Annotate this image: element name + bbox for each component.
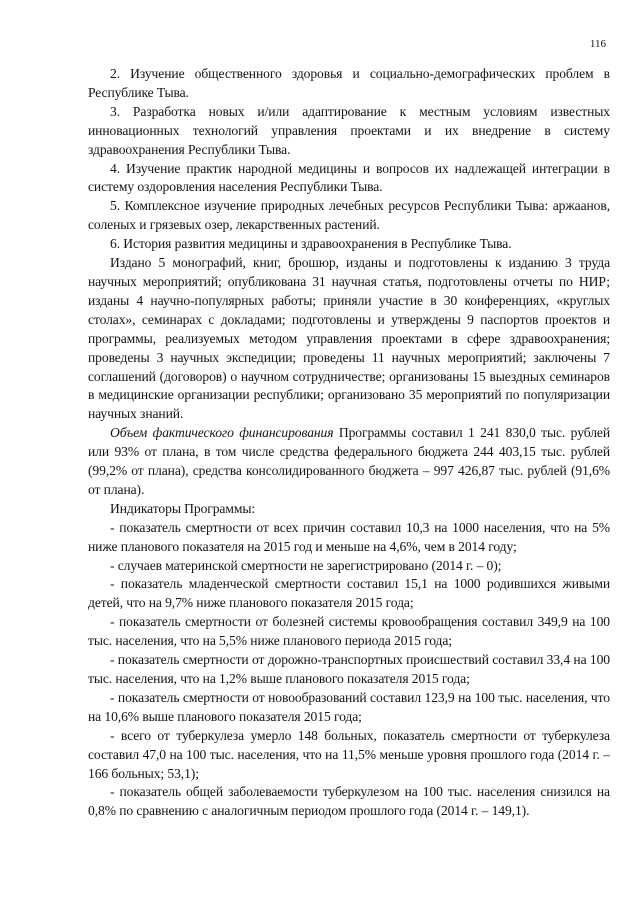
research-item-6: 6. История развития медицины и здравоохранения в Республике Тыва. — [110, 236, 512, 252]
indicators-heading: Индикаторы Программы: — [110, 500, 256, 516]
page-number: 116 — [589, 38, 606, 50]
research-item-3: 3. Разработка новых и/или адаптирование к местным условиям известных инновационных технологий управления проектами и их внедрение в систему здравоохранения Республики Тыва. — [88, 103, 610, 157]
financing-paragraph — [88, 424, 610, 500]
research-item-5: 5. Комплексное изучение природных лечебных ресурсов Республики Тыва: аржаанов, соленых и грязевых озер, лекарственных растений. — [88, 198, 610, 233]
document-body — [88, 65, 610, 821]
research-item-2: 2. Изучение общественного здоровья и социально-демографических проблем в Республике Тыва. — [88, 66, 610, 100]
indicator-item: - случаев материнской смертности не зарегистрировано (2014 г. – 0); — [110, 557, 502, 573]
publications-paragraph: Издано 5 монографий, книг, брошюр, изданы и подготовлены к изданию 3 труда научных мероприятий; опубликована 31 научная статья, подготовлены отчеты по НИР; изданы 4 научно-популярных работы; приняли участие в 30 конференциях, «круглых столах», семинарах с докладами; подготовлены и утверждены 9 паспортов проектов и программы, реализуемых методом управления проектами в сфере здравоохранения; проведены 3 научных экспедиции; проведены 11 научных мероприятий; заключены 7 соглашений (договоров) о научном сотрудничестве; организованы 15 выездных семинаров в медицинские организации республики; организовано 35 мероприятий по популяризации научных знаний. — [88, 255, 610, 422]
indicator-item: - показатель общей заболеваемости туберкулезом на 100 тыс. населения снизился на 0,8% по сравнению с аналогичным периодом прошлого года (2014 г. – 149,1). — [88, 784, 610, 819]
financing-text: Программы составил 1 241 830,0 тыс. рублей или 93% от плана, в том числе средства федерального бюджета 244 403,15 тыс. рублей (99,2% от плана), средства консолидированного бюджета – 997 426,87 тыс. рублей (91,6% от плана). — [88, 425, 610, 497]
financing-lead: Объем фактического финансирования — [110, 425, 334, 441]
indicator-item: - показатель смертности от всех причин составил 10,3 на 1000 населения, что на 5% ниже планового показателя на 2015 год и меньше на 4,6%, чем в 2014 году; — [88, 519, 610, 554]
indicator-item: - всего от туберкулеза умерло 148 больных, показатель смертности от туберкулеза составил 47,0 на 100 тыс. населения, что на 11,5% меньше уровня прошлого года (2014 г. – 166 больных; 53,1); — [88, 727, 610, 781]
indicator-item: - показатель смертности от новообразований составил 123,9 на 100 тыс. населения, что на 10,6% выше планового показателя 2015 года; — [88, 689, 610, 724]
indicator-item: - показатель смертности от болезней системы кровообращения составил 349,9 на 100 тыс. населения, что на 5,5% ниже планового периода 2015 года; — [88, 614, 610, 649]
research-item-4: 4. Изучение практик народной медицины и вопросов их надлежащей интеграции в систему оздоровления населения Республики Тыва. — [88, 160, 610, 195]
indicator-item: - показатель младенческой смертности составил 15,1 на 1000 родившихся живыми детей, что на 9,7% ниже планового показателя 2015 года; — [88, 576, 610, 611]
indicator-item: - показатель смертности от дорожно-транспортных происшествий составил 33,4 на 100 тыс. населения, что на 1,2% выше планового показателя 2015 года; — [88, 652, 610, 686]
